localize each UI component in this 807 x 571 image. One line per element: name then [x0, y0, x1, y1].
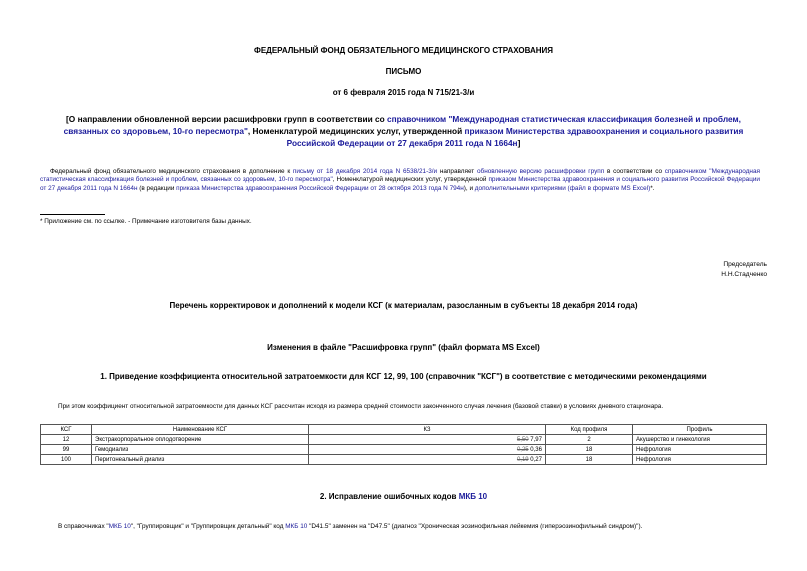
cell-name: Экстракорпоральное оплодотворение: [92, 435, 309, 445]
link-icd10-reference[interactable]: справочником "Международная статистическая классификация болезней и проблем, связанных со здоровьем, 10-го пересмотра": [40, 168, 760, 184]
body-text: Федеральный фонд обязательного медицинского страхования в дополнение к: [50, 168, 293, 175]
subject-text: , Номенклатурой медицинских услуг, утвержденной: [247, 126, 465, 136]
subject-text: ]: [517, 138, 521, 148]
subject-link-icd10[interactable]: справочником "Международная статистическая классификация болезней и проблем,: [386, 114, 741, 124]
cell-ksg: 12: [41, 435, 92, 445]
org-title: ФЕДЕРАЛЬНЫЙ ФОНД ОБЯЗАТЕЛЬНОГО МЕДИЦИНСКОГО СТРАХОВАНИЯ: [253, 46, 553, 55]
table-row: [41, 455, 767, 465]
cell-kz: [309, 435, 546, 445]
section-2-title: [0, 492, 807, 501]
col-header-kz: КЗ: [309, 425, 546, 435]
col-header-name: Наименование КСГ: [92, 425, 309, 435]
col-header-profile: Профиль: [633, 425, 767, 435]
subject-link-order[interactable]: приказом Министерства здравоохранения и социального развития: [464, 126, 744, 136]
link-order-794n[interactable]: приказа Министерства здравоохранения Российской Федерации от 28 октября 2013 года N 794н: [176, 184, 464, 192]
link-order-1664n[interactable]: приказом Министерства здравоохранения и социального развития Российской Федерации от 27 декабря 2011 года N 1664н: [40, 176, 761, 192]
cell-kz: [309, 455, 546, 465]
cell-profile-code: 18: [546, 455, 633, 465]
subject-line-3: [0, 138, 807, 148]
table-header-row: [41, 425, 767, 435]
kz-old-value: 0,25: [516, 446, 529, 453]
kz-new-value: 0,36: [528, 446, 542, 453]
cell-kz: [309, 445, 546, 455]
table-row: [41, 445, 767, 455]
section-2-link-icd10[interactable]: МКБ 10: [458, 492, 488, 501]
body-text: , Номенклатурой медицинских услуг, утвержденной: [332, 176, 489, 184]
cell-profile-code: 18: [546, 445, 633, 455]
section-1-title: 1. Приведение коэффициента относительной затратоемкости для КСГ 12, 99, 100 (справочник "КСГ") в соответствие с методическими рекомендациями: [100, 372, 707, 381]
link-icd10[interactable]: МКБ 10: [285, 523, 308, 530]
body-text: *.: [650, 184, 655, 192]
link-excel-criteria[interactable]: дополнительными критериями (файл в формате MS Excel): [474, 184, 651, 192]
section-1-text: При этом коэффициент относительной затратоемкости для данных КСГ рассчитан исходя из размера средней стоимости законченного случая лечения (базовой ставки) в условиях дневного стационара.: [58, 403, 664, 410]
body-text: в соответствии со: [604, 168, 665, 175]
body-paragraph: [40, 168, 760, 193]
table-row: [41, 435, 767, 445]
section-2-text-part: ", "Группировщик" и "Группировщик детальный" код: [130, 523, 286, 530]
cell-name: Перитонеальный диализ: [92, 455, 309, 465]
subject-text: [О направлении обновленной версии расшифровки групп в соответствии со: [66, 114, 387, 124]
cell-profile-code: 2: [546, 435, 633, 445]
doc-date-number: от 6 февраля 2015 года N 715/21-3/и: [332, 88, 475, 97]
footnote: * Приложение см. по ссылке. - Примечание изготовителя базы данных.: [40, 218, 252, 225]
cell-name: Гемодиализ: [92, 445, 309, 455]
signature-role: Председатель: [723, 261, 767, 268]
cell-ksg: 99: [41, 445, 92, 455]
subject-line-1: [0, 114, 807, 124]
section-2-text-part: "D41.5" заменен на "D47.5" (диагноз "Хроническая эозинофильная лейкемия (гиперэозинофильный синдром)").: [307, 523, 643, 530]
section-2-title-text: 2. Исправление ошибочных кодов: [319, 492, 459, 501]
subject-line-2: [0, 126, 807, 136]
kz-new-value: 0,27: [528, 456, 542, 463]
col-header-ksg: КСГ: [41, 425, 92, 435]
signature-name: Н.Н.Стадченко: [721, 271, 767, 278]
section-2-text: [58, 523, 642, 530]
cell-profile: Акушерство и гинекология: [633, 435, 767, 445]
changes-title: Изменения в файле "Расшифровка групп" (файл формата MS Excel): [267, 343, 540, 352]
cell-profile: Нефрология: [633, 455, 767, 465]
list-title: Перечень корректировок и дополнений к модели КСГ (к материалам, разосланным в субъекты 18 декабря 2014 года): [169, 301, 638, 310]
footnote-divider: [40, 214, 105, 215]
link-updated-version[interactable]: обновленную версию расшифровки групп: [477, 168, 605, 175]
body-text: направляет: [437, 168, 477, 175]
body-text: (в редакции: [137, 184, 177, 192]
doc-type: ПИСЬМО: [385, 67, 422, 76]
body-text: ), и: [463, 184, 475, 192]
subject-link-order-cont[interactable]: Российской Федерации от 27 декабря 2011 года N 1664н: [286, 138, 518, 148]
cell-ksg: 100: [41, 455, 92, 465]
subject-link-icd10-cont[interactable]: связанных со здоровьем, 10-го пересмотра": [63, 126, 248, 136]
col-header-profile-code: Код профиля: [546, 425, 633, 435]
link-letter-2014[interactable]: письму от 18 декабря 2014 года N 6538/21-3/и: [292, 168, 438, 175]
link-icd10[interactable]: МКБ 10: [108, 523, 131, 530]
ksg-table: [40, 424, 767, 465]
section-2-text-part: В справочниках ": [58, 523, 109, 530]
cell-profile: Нефрология: [633, 445, 767, 455]
kz-old-value: 0,19: [516, 456, 529, 463]
kz-new-value: 7,97: [528, 436, 542, 443]
kz-old-value: 5,50: [516, 436, 529, 443]
